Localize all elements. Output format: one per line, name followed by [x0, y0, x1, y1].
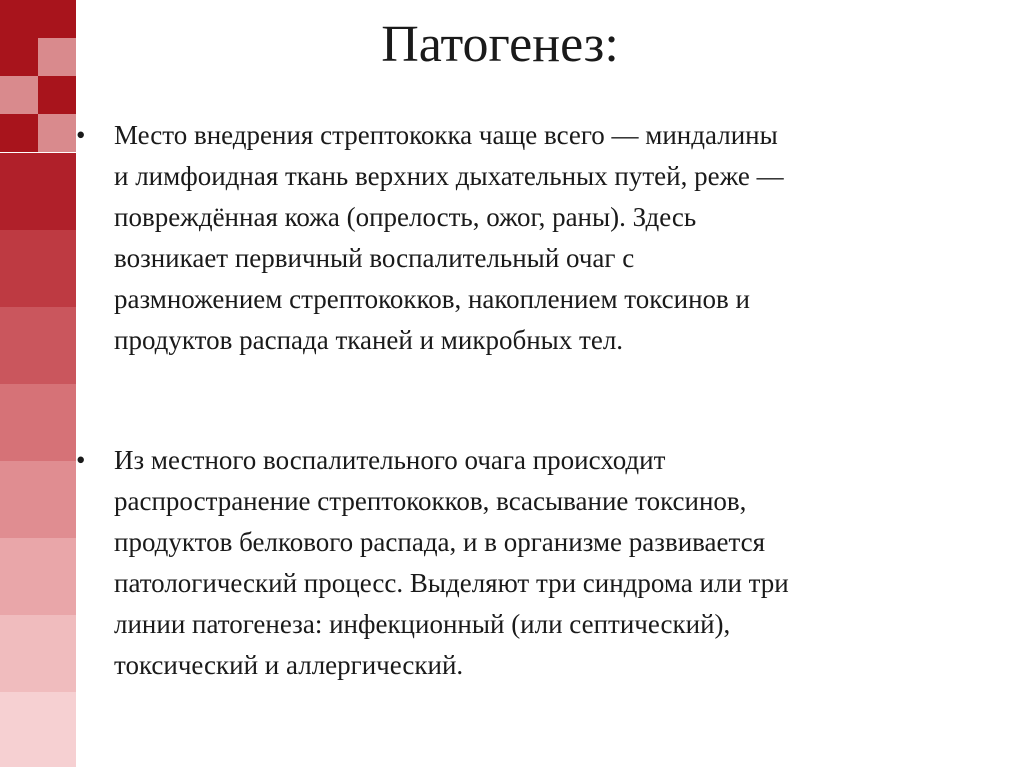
band-square	[38, 76, 76, 114]
band-stripe	[0, 307, 76, 384]
band-stripe	[0, 153, 76, 230]
bullet-text-line: возникает первичный воспалительный очаг с	[114, 243, 635, 273]
band-stripe	[0, 230, 76, 307]
bullet-text-line: Место внедрения стрептококка чаще всего — миндалины	[114, 120, 778, 150]
band-square	[0, 114, 38, 152]
bullet-text-line: патологический процесс. Выделяют три синдрома или три	[114, 568, 789, 598]
band-stripe	[0, 384, 76, 461]
bullet-marker: •	[76, 445, 86, 475]
band-square	[0, 76, 38, 114]
decorative-band	[0, 0, 76, 767]
slide-content	[76, 0, 1024, 767]
band-stripe	[0, 538, 76, 615]
band-stripe	[0, 461, 76, 538]
bullet-text-line: Из местного воспалительного очага происходит	[114, 445, 666, 475]
bullet-text-line: линии патогенеза: инфекционный (или септический),	[114, 609, 731, 639]
band-square	[38, 114, 76, 152]
band-stripe	[0, 615, 76, 692]
bullet-text-line: продуктов распада тканей и микробных тел.	[114, 325, 624, 355]
bullet-marker: •	[76, 120, 86, 150]
bullet-text-line: распространение стрептококков, всасывание токсинов,	[114, 486, 747, 516]
bullet-text-line: продуктов белкового распада, и в организме развивается	[114, 527, 766, 557]
bullet-text-line: токсический и аллергический.	[114, 650, 464, 680]
bullet-text-line: повреждённая кожа (опрелость, ожог, раны). Здесь	[114, 202, 697, 232]
bullet-text-line: и лимфоидная ткань верхних дыхательных путей, реже —	[114, 161, 784, 191]
bullet-text-line: размножением стрептококков, накоплением токсинов и	[114, 284, 751, 314]
slide-title: Патогенез:	[381, 16, 619, 73]
band-stripe	[0, 692, 76, 767]
